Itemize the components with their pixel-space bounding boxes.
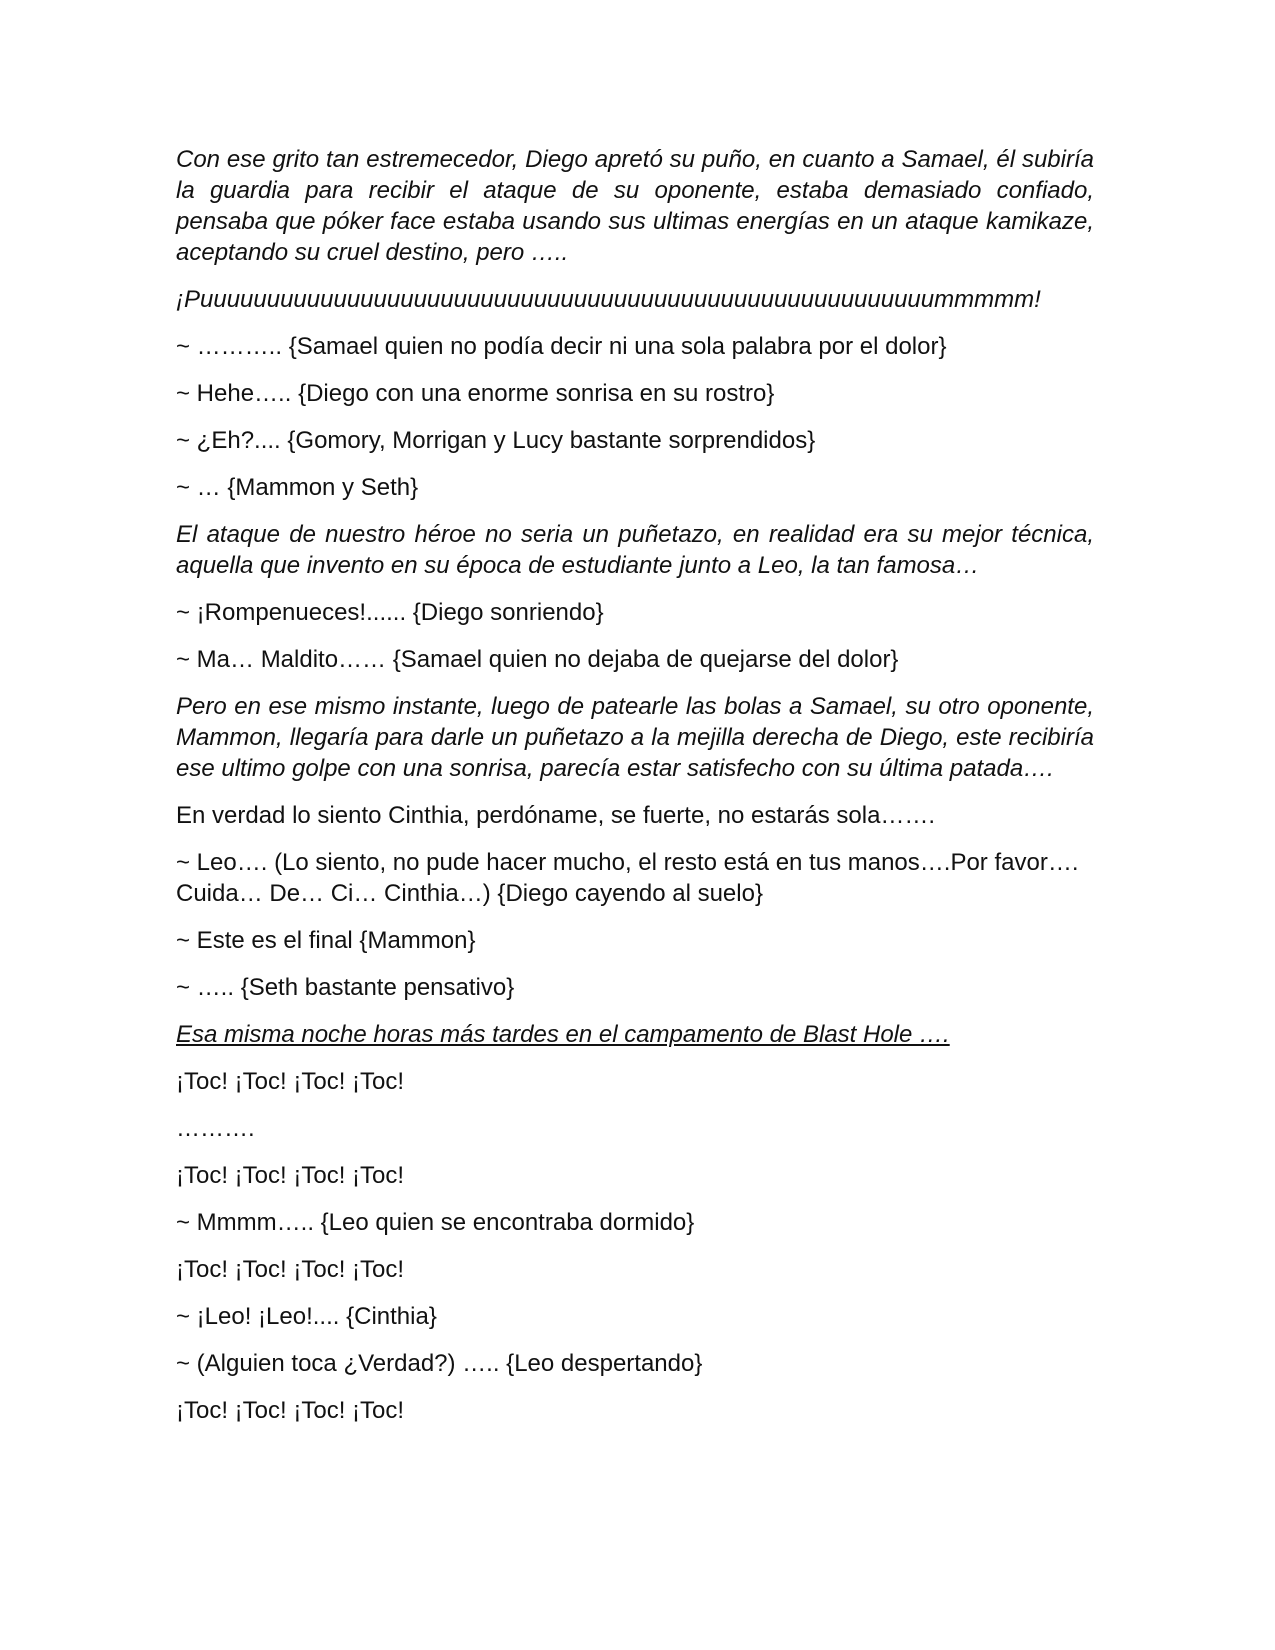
dialogue-line: ~ Leo…. (Lo siento, no pude hacer mucho, el resto está en tus manos….Por favor…. Cuida… De… Ci… Cinthia…) {Diego cayendo al suelo} (176, 849, 1079, 907)
thought-line: En verdad lo siento Cinthia, perdóname, se fuerte, no estarás sola……. (176, 802, 936, 829)
sound-effect-line: ¡Toc! ¡Toc! ¡Toc! ¡Toc! (176, 1397, 405, 1424)
dialogue-line: ~ ¡Leo! ¡Leo!.... {Cinthia} (176, 1303, 437, 1330)
narration-paragraph: Con ese grito tan estremecedor, Diego apretó su puño, en cuanto a Samael, él subiría la guardia para recibir el ataque de su oponente, estaba demasiado confiado, pensaba que póker face estaba usando sus ultimas energías en un ataque kamikaze, aceptando su cruel destino, pero ….. (176, 146, 1094, 266)
dialogue-line: ~ Ma… Maldito…… {Samael quien no dejaba de quejarse del dolor} (176, 646, 899, 673)
dialogue-line: ~ ¿Eh?.... {Gomory, Morrigan y Lucy bastante sorprendidos} (176, 427, 816, 454)
sound-effect-line: ¡Toc! ¡Toc! ¡Toc! ¡Toc! (176, 1256, 405, 1283)
dialogue-line: ~ ….. {Seth bastante pensativo} (176, 974, 515, 1001)
dialogue-line: ~ Mmmm….. {Leo quien se encontraba dormido} (176, 1209, 695, 1236)
sound-effect-line: ¡Toc! ¡Toc! ¡Toc! ¡Toc! (176, 1162, 405, 1189)
document-page (176, 144, 1094, 1442)
narration-paragraph: El ataque de nuestro héroe no seria un puñetazo, en realidad era su mejor técnica, aquella que invento en su época de estudiante junto a Leo, la tan famosa… (176, 521, 1094, 579)
dialogue-line: ~ ……….. {Samael quien no podía decir ni una sola palabra por el dolor} (176, 333, 947, 360)
scene-heading: Esa misma noche horas más tardes en el campamento de Blast Hole …. (176, 1021, 950, 1048)
dialogue-line: ~ Este es el final {Mammon} (176, 927, 476, 954)
sound-effect-line: ¡Toc! ¡Toc! ¡Toc! ¡Toc! (176, 1068, 405, 1095)
dialogue-line: ~ ¡Rompenueces!...... {Diego sonriendo} (176, 599, 604, 626)
ellipsis-line: ………. (176, 1115, 255, 1142)
dialogue-line: ~ (Alguien toca ¿Verdad?) ….. {Leo despertando} (176, 1350, 703, 1377)
narration-paragraph: Pero en ese mismo instante, luego de patearle las bolas a Samael, su otro oponente, Mammon, llegaría para darle un puñetazo a la mejilla derecha de Diego, este recibiría ese ultimo golpe con una sonrisa, parecía estar satisfecho con su última patada…. (176, 693, 1094, 782)
sound-effect-line: ¡Puuuuuuuuuuuuuuuuuuuuuuuuuuuuuuuuuuuuuuuuuuuuuuuuuuuuuuummmmm! (176, 286, 1041, 313)
dialogue-line: ~ Hehe….. {Diego con una enorme sonrisa en su rostro} (176, 380, 775, 407)
dialogue-line: ~ … {Mammon y Seth} (176, 474, 419, 501)
